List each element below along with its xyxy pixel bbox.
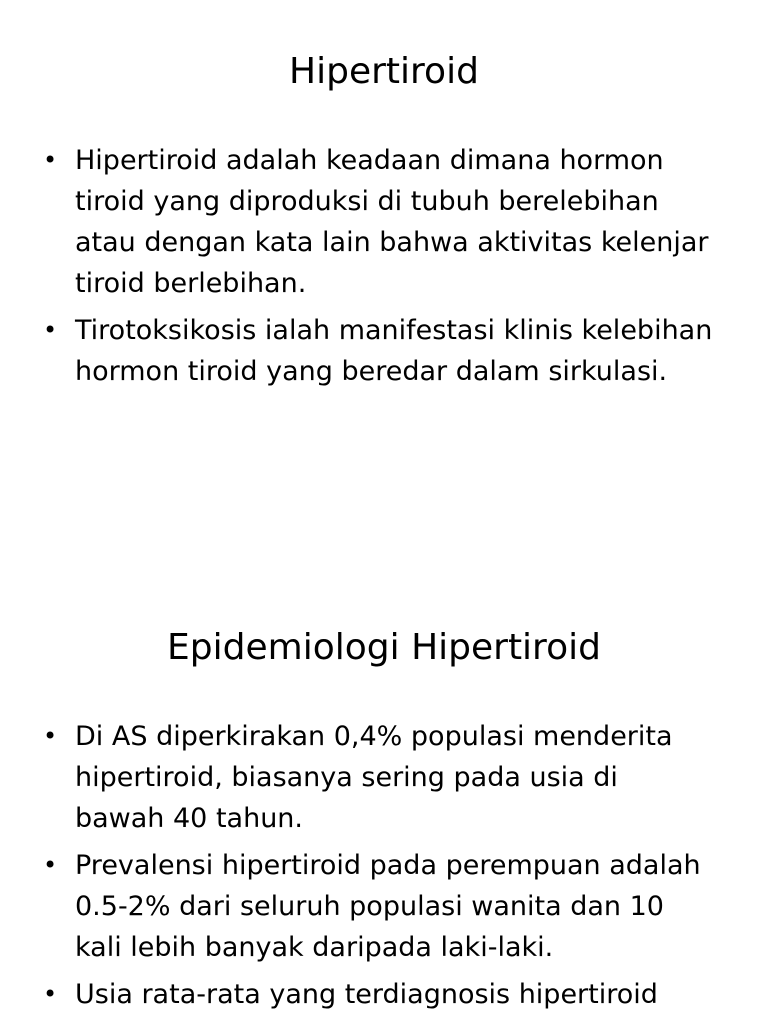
bullet-text-line: tiroid berlebihan. bbox=[75, 268, 307, 299]
bullet-icon: • bbox=[43, 980, 58, 1008]
bullet-item bbox=[0, 140, 768, 304]
bullet-icon: • bbox=[43, 722, 58, 750]
slide-title: Hipertiroid bbox=[289, 51, 479, 92]
bullet-list bbox=[0, 716, 768, 1021]
bullet-text-line: Tirotoksikosis ialah manifestasi klinis kelebihan bbox=[75, 315, 713, 346]
slide-epidemiologi bbox=[0, 576, 768, 1024]
bullet-text-line: hipertiroid, biasanya sering pada usia di bbox=[75, 762, 618, 793]
bullet-text-line: Prevalensi hipertiroid pada perempuan adalah bbox=[75, 850, 701, 881]
bullet-item bbox=[0, 845, 768, 968]
bullet-text-line: Di AS diperkirakan 0,4% populasi menderita bbox=[75, 721, 673, 752]
bullet-item bbox=[0, 310, 768, 392]
bullet-text-line: 0.5-2% dari seluruh populasi wanita dan 10 bbox=[75, 891, 664, 922]
bullet-icon: • bbox=[43, 851, 58, 879]
bullet-icon: • bbox=[43, 146, 58, 174]
bullet-text-line: hormon tiroid yang beredar dalam sirkulasi. bbox=[75, 356, 668, 387]
slide-title: Epidemiologi Hipertiroid bbox=[167, 627, 601, 668]
bullet-text-line: tiroid yang diproduksi di tubuh berelebihan bbox=[75, 186, 659, 217]
bullet-item bbox=[0, 974, 768, 1015]
bullet-text-line: kali lebih banyak daripada laki-laki. bbox=[75, 932, 554, 963]
bullet-list bbox=[0, 140, 768, 398]
bullet-text-line: Usia rata-rata yang terdiagnosis hipertiroid bbox=[75, 979, 658, 1010]
bullet-text-line: Hipertiroid adalah keadaan dimana hormon bbox=[75, 145, 664, 176]
bullet-text-line: atau dengan kata lain bahwa aktivitas kelenjar bbox=[75, 227, 709, 258]
bullet-text-line: bawah 40 tahun. bbox=[75, 803, 303, 834]
bullet-icon: • bbox=[43, 316, 58, 344]
bullet-item bbox=[0, 716, 768, 839]
